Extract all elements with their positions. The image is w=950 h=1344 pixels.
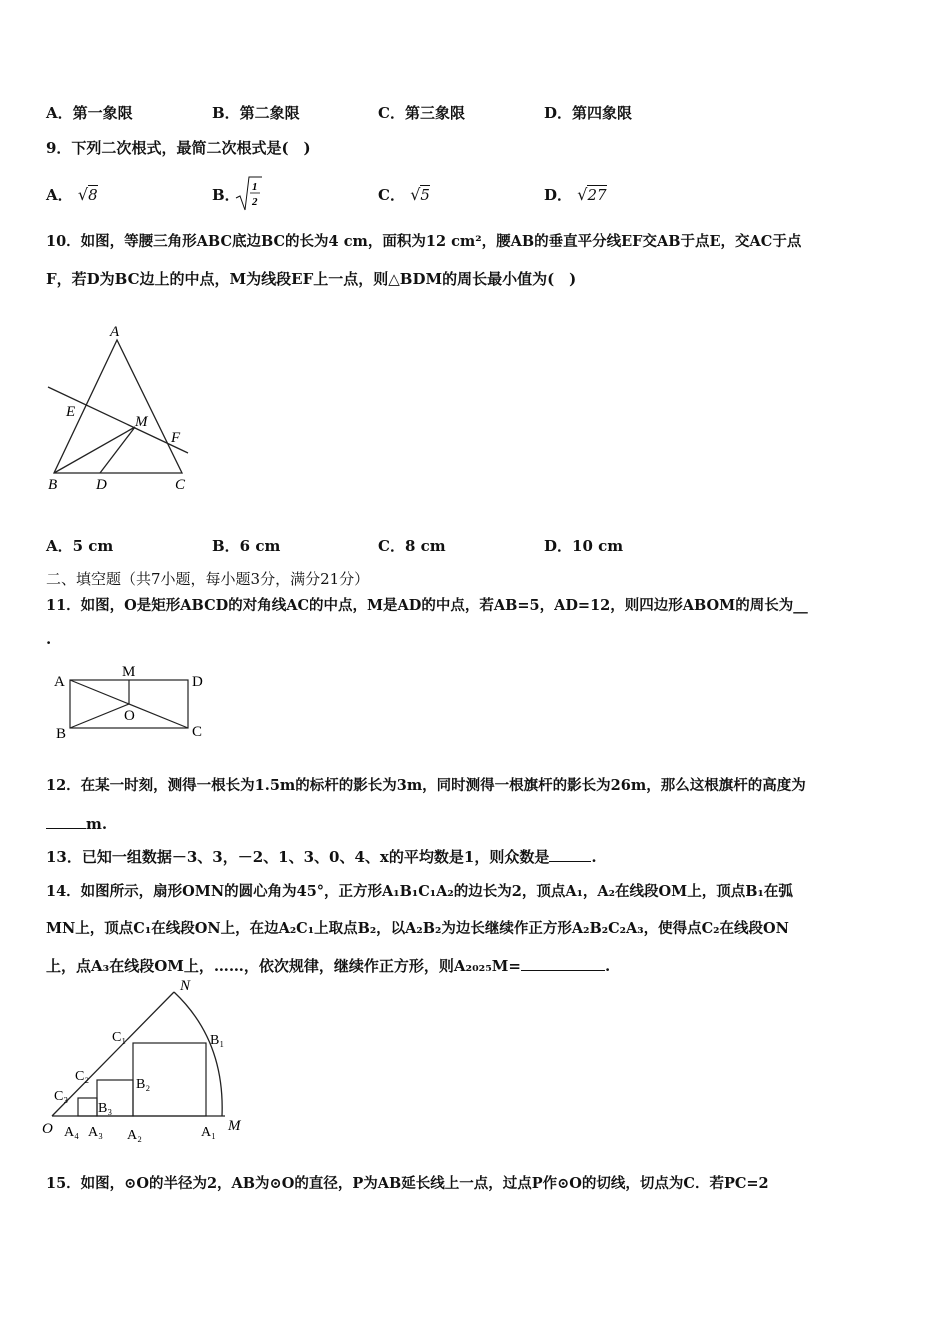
q9-option-d-radicand: 27	[587, 186, 607, 204]
label-d: D	[96, 477, 107, 493]
q11-stem-line1: 11．如图，O是矩形ABCD的对角线AC的中点，M是AD的中点，若AB=5，AD=12，则四边形ABOM的周长为__	[46, 597, 808, 614]
label-o: O	[42, 1121, 53, 1137]
label-a4: A₄	[64, 1125, 79, 1140]
q14-suffix: .	[604, 957, 611, 975]
q14-stem-line2: MN上，顶点C₁在线段ON上，在边A₂C₁上取点B₂，以A₂B₂为边长继续作正方形A₂B₂C₂A₃，使得点C₂在线段ON	[46, 920, 789, 937]
q8-option-d: D．第四象限	[544, 104, 633, 122]
label-e: E	[66, 404, 76, 420]
q9-option-c	[378, 184, 430, 205]
q9-option-b-numerator: 1	[252, 181, 258, 193]
label-b3: B₃	[98, 1101, 113, 1116]
q15-stem-line1: 15．如图，⊙O的半径为2，AB为⊙O的直径，P为AB延长线上一点，过点P作⊙O的切线，切点为C．若PC=2	[46, 1175, 769, 1192]
q9-option-a-radicand: 8	[88, 186, 98, 204]
label-b: B	[48, 477, 58, 493]
q14-stem-line1: 14．如图所示，扇形OMN的圆心角为45°，正方形A₁B₁C₁A₂的边长为2，顶点A₁，A₂在线段OM上，顶点B₁在弧	[46, 883, 793, 900]
label-b: B	[56, 726, 67, 742]
q8-option-a: A．第一象限	[46, 104, 133, 122]
sqrt-icon: √	[410, 185, 421, 204]
label-m: M	[228, 1118, 241, 1134]
q14-answer-blank[interactable]	[521, 955, 605, 971]
q9-option-d-label: D．	[544, 186, 573, 204]
label-a: A	[54, 674, 65, 690]
section2-title: 二、填空题（共7小题，每小题3分，满分21分）	[46, 570, 370, 588]
label-o: O	[124, 708, 135, 724]
segment-on	[52, 992, 174, 1116]
label-a: A	[110, 324, 120, 340]
label-f: F	[171, 430, 181, 446]
segment-bo	[70, 704, 129, 728]
q9-option-d	[544, 184, 607, 205]
q14-text: 上，点A₃在线段OM上，……，依次规律，继续作正方形，则A₂₀₂₅M=	[46, 957, 521, 975]
q11-rectangle-figure	[48, 658, 218, 748]
label-b1: B₁	[210, 1033, 225, 1048]
label-a2: A₂	[127, 1128, 142, 1143]
q10-option-a: A．5 cm	[46, 537, 114, 555]
q11-stem-line2: .	[46, 630, 52, 648]
q13-text: 13．已知一组数据－3、3，－2、1、3、0、4、x的平均数是1，则众数是	[46, 848, 550, 866]
q12-stem-line2	[46, 813, 107, 833]
q9-option-c-label: C．	[378, 186, 405, 204]
sqrt-icon: √	[77, 185, 89, 204]
q12-unit: m.	[86, 815, 108, 833]
q13-stem	[46, 846, 597, 867]
q9-option-a	[46, 184, 98, 205]
q10-stem-line1: 10．如图，等腰三角形ABC底边BC的长为4 cm，面积为12 cm²，腰AB的垂直平分线EF交AB于点E，交AC于点	[46, 233, 802, 250]
sqrt-icon: √	[577, 185, 588, 204]
perpendicular-bisector-ef	[48, 387, 188, 453]
q9-option-b-label: B．	[212, 186, 240, 204]
q12-answer-blank[interactable]	[46, 813, 86, 829]
label-a1: A₁	[201, 1125, 216, 1140]
label-d: D	[192, 674, 203, 690]
label-m: M	[135, 414, 148, 430]
square-3	[78, 1098, 97, 1116]
label-c3: C₃	[54, 1089, 69, 1104]
q10-option-c: C．8 cm	[378, 537, 446, 555]
label-a3: A₃	[88, 1125, 103, 1140]
q9-stem: 9．下列二次根式，最简二次根式是( )	[46, 139, 311, 157]
q12-stem-line1: 12．在某一时刻，测得一根长为1.5m的标杆的影长为3m，同时测得一根旗杆的影长为26m，那么这根旗杆的高度为	[46, 777, 806, 794]
label-b2: B₂	[136, 1077, 151, 1092]
q9-option-a-label: A．	[46, 186, 73, 204]
label-n: N	[180, 980, 191, 994]
q10-option-b: B．6 cm	[212, 537, 281, 555]
q14-sector-figure	[40, 980, 250, 1150]
q14-stem-line3	[46, 955, 610, 976]
q9-option-b-denominator: 2	[252, 196, 258, 208]
q9-option-b	[212, 181, 258, 208]
q13-answer-blank[interactable]	[549, 846, 591, 862]
q9-option-b-fraction-root	[234, 174, 264, 214]
label-c1: C₁	[112, 1030, 127, 1045]
q8-option-c: C．第三象限	[378, 104, 465, 122]
q10-option-d: D．10 cm	[544, 537, 624, 555]
segment-dm	[100, 427, 135, 473]
q10-stem-line2: F，若D为BC边上的中点，M为线段EF上一点，则△BDM的周长最小值为( )	[46, 270, 577, 288]
label-c2: C₂	[75, 1069, 90, 1084]
label-c: C	[175, 477, 186, 493]
q10-triangle-figure	[40, 320, 200, 500]
label-m: M	[122, 664, 136, 680]
arc-mn	[174, 992, 225, 1116]
label-c: C	[192, 724, 203, 740]
q9-option-c-radicand: 5	[420, 186, 430, 204]
q8-option-b: B．第二象限	[212, 104, 300, 122]
segment-bm	[54, 427, 135, 473]
q13-suffix: .	[591, 848, 597, 866]
